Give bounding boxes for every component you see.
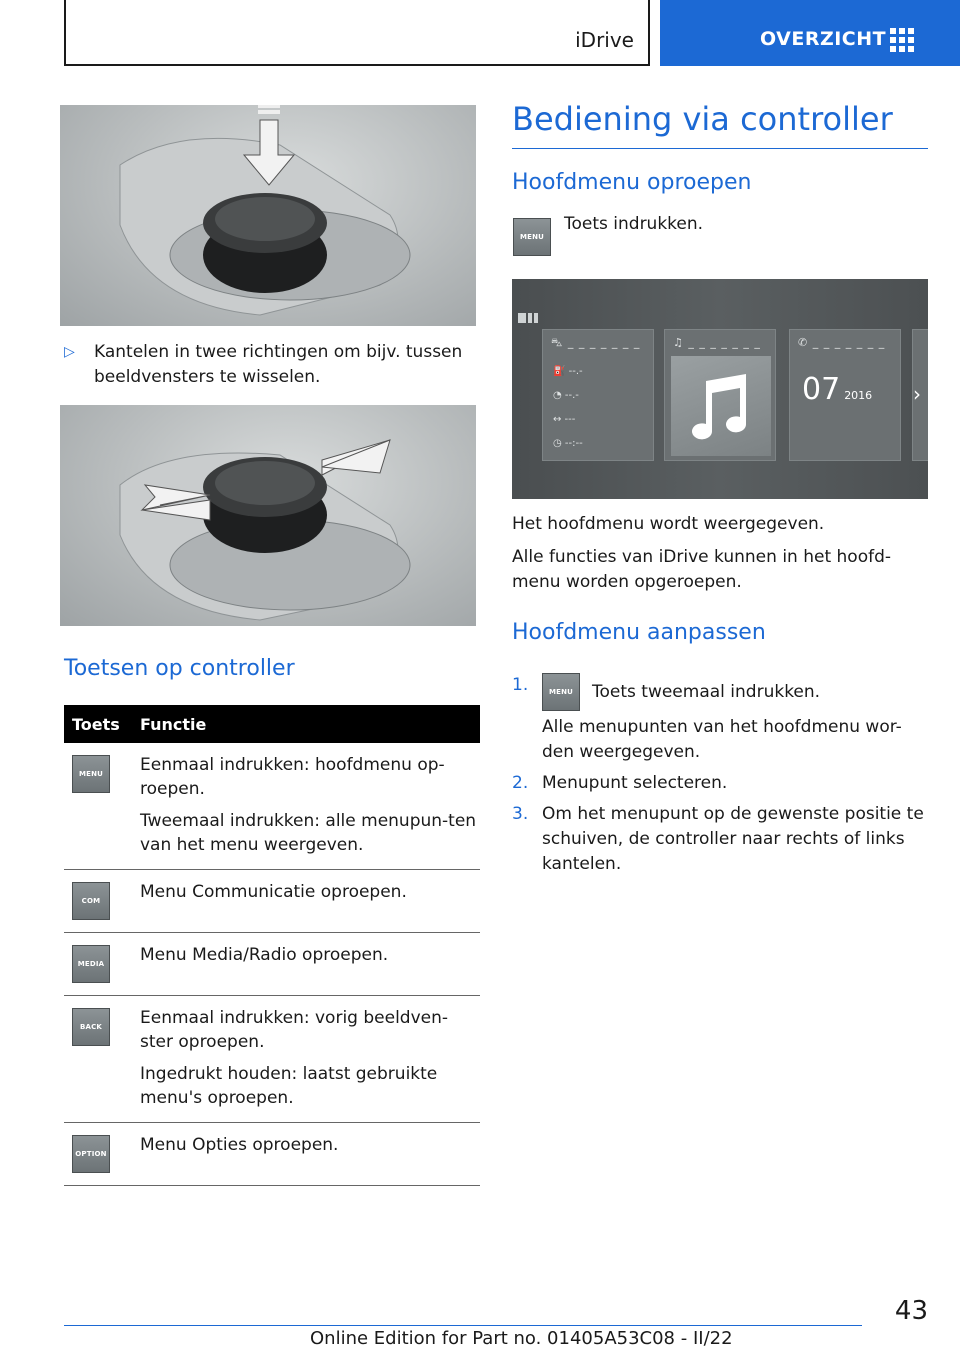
table-row — [64, 933, 480, 996]
music-note-icon: ♫ _ _ _ _ _ _ _ — [673, 336, 761, 349]
press-key-text: Toets indrukken. — [564, 214, 704, 234]
header-section-label: OVERZICHT — [760, 28, 887, 50]
tilt-bullet — [64, 340, 476, 390]
idrive-main-menu-screen — [512, 279, 928, 499]
screen-date: 07 2016 — [802, 372, 873, 407]
media-button-icon: MEDIA — [72, 945, 110, 983]
range-icon: ↔ --- — [553, 414, 576, 425]
menu-button-icon: MENU — [542, 673, 580, 711]
page-number: 43 — [894, 1296, 928, 1326]
keys-heading: Toetsen op controller — [64, 656, 295, 681]
customize-heading: Hoofdmenu aanpassen — [512, 620, 766, 645]
phone-icon: ✆ _ _ _ _ _ _ _ — [798, 336, 886, 349]
table-row — [64, 996, 480, 1123]
row-text: Menu Communicatie oproepen. — [140, 882, 407, 902]
row-text: Menu Media/Radio oproepen. — [140, 945, 389, 965]
row-text: Eenmaal indrukken: hoofdmenu op-roepen. — [140, 755, 445, 799]
controller-press-photo — [60, 105, 476, 326]
header-left-box — [64, 0, 650, 66]
controller-tilt-photo — [60, 405, 476, 626]
com-button-icon: COM — [72, 882, 110, 920]
clock-icon: ◷ --:-- — [553, 438, 583, 449]
screen-tile-vehicle — [542, 329, 654, 461]
screen-tile-media — [664, 329, 776, 461]
screen-tile-communication — [789, 329, 901, 461]
menu-button-icon: MENU — [72, 755, 110, 793]
main-menu-shown-text: Het hoofdmenu wordt weergegeven. — [512, 514, 825, 534]
header-section-tab[interactable] — [660, 0, 960, 66]
car-icon: ⛍ _ _ _ _ _ _ _ — [551, 336, 641, 349]
row-text: Eenmaal indrukken: vorig beeldven-ster oproepen. — [140, 1008, 449, 1052]
row-text: Ingedrukt houden: laatst gebruikte menu's oproepen. — [140, 1064, 438, 1108]
table-header-key: Toets — [64, 705, 136, 743]
main-menu-heading: Hoofdmenu oproepen — [512, 170, 752, 195]
customize-steps — [512, 673, 928, 883]
tilt-bullet-text: Kantelen in twee richtingen om bijv. tussen beeldvensters te wisselen. — [94, 342, 463, 387]
keys-table — [64, 705, 480, 1186]
page-title: Bediening via controller — [512, 100, 928, 149]
chevron-right-icon: › — [913, 382, 921, 406]
table-header-row — [64, 705, 480, 743]
option-button-icon: OPTION — [72, 1135, 110, 1173]
table-row — [64, 743, 480, 870]
table-row — [64, 1123, 480, 1186]
table-header-function: Functie — [136, 705, 480, 743]
row-text: Menu Opties oproepen. — [140, 1135, 339, 1155]
table-row — [64, 870, 480, 933]
row-text: Tweemaal indrukken: alle menupun-ten van het menu weergeven. — [140, 811, 477, 855]
bullet-triangle-icon: ▷ — [64, 344, 75, 360]
fuel-icon: ⛽ --.- — [553, 366, 583, 377]
vehicle-status-rows — [553, 360, 583, 456]
list-item: 1. MENU Toets tweemaal indrukken. Alle menupunten van het hoofdmenu wor-den weergegeven. — [512, 675, 902, 762]
gauge-icon: ◔ --.- — [553, 390, 579, 401]
footer-divider — [64, 1325, 862, 1326]
menu-button-icon: MENU — [513, 218, 551, 256]
footer-edition: Online Edition for Part no. 01405A53C08 - II/22 — [310, 1328, 733, 1349]
music-note-large-icon — [671, 356, 771, 456]
list-item: 3. Om het menupunt op de gewenste positie te schuiven, de controller naar rechts of links kantelen. — [512, 804, 924, 874]
back-button-icon: BACK — [72, 1008, 110, 1046]
screen-tile-next — [912, 329, 928, 461]
screen-menu-icon — [518, 311, 540, 327]
list-item: 2. Menupunt selecteren. — [512, 773, 728, 793]
grid-menu-icon[interactable] — [890, 28, 914, 52]
header-title: iDrive — [575, 28, 634, 52]
all-functions-text: Alle functies van iDrive kunnen in het hoofd-menu worden opgeroepen. — [512, 547, 892, 592]
